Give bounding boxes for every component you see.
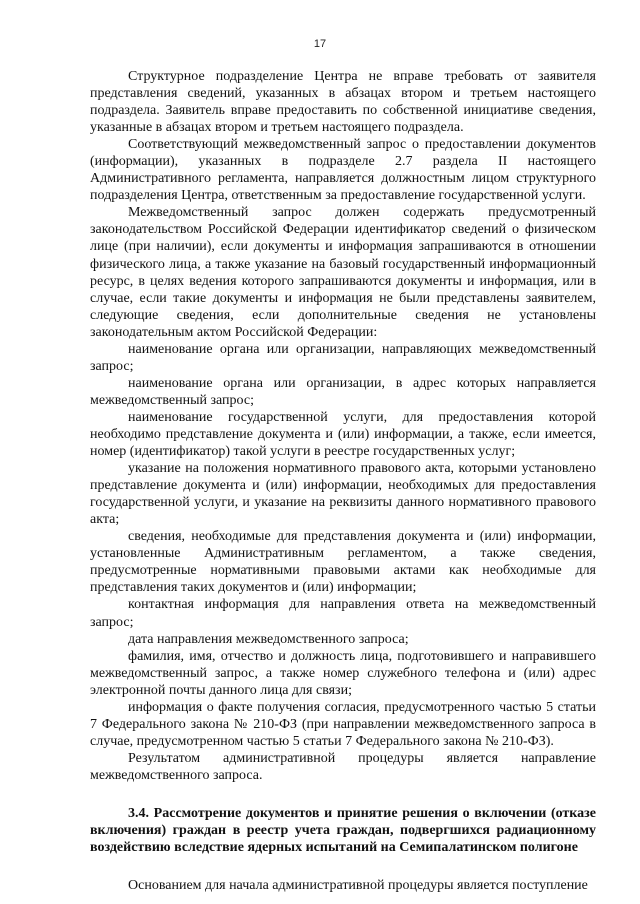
list-item: указание на положения нормативного правового акта, которыми установлено представление документа и (или) информации, необходимых для предоставления государственной услуги, и указание на реквизиты данного нормативного правового акта; xyxy=(90,461,596,528)
list-item: информация о факте получения согласия, предусмотренного частью 5 статьи 7 Федерального закона № 210-ФЗ (при направлении межведомственного запроса в случае, предусмотренном частью 5 статьи 7 Федерального закона № 210-ФЗ). xyxy=(90,699,596,749)
paragraph: Соответствующий межведомственный запрос о предоставлении документов (информации), указанных в подразделе 2.7 раздела II настоящего Административного регламента, направляется должностным лицом структурного подразделения Центра, ответственным за предоставление государственной услуги. xyxy=(90,137,596,204)
paragraph: Основанием для начала административной процедуры является поступление xyxy=(128,878,588,894)
list-item: наименование органа или организации, в адрес которых направляется межведомственный запрос; xyxy=(90,375,596,408)
list-item: наименование государственной услуги, для предоставления которой необходимо представление документа и (или) информации, а также, если имеется, номер (идентификатор) такой услуги в реестре государственных услуг; xyxy=(90,409,596,460)
list-item: сведения, необходимые для представления документа и (или) информации, установленные Административным регламентом, а также сведения, предусмотренные нормативными правовыми актами как необходимые для представления таких документов и (или) информации; xyxy=(90,529,596,596)
section-heading: 3.4. Рассмотрение документов и принятие решения о включении (отказе включения) граждан в реестр учета граждан, подвергшихся радиационному воздействию вследствие ядерных испытаний на Семипалатинском полигоне xyxy=(90,805,596,856)
list-item: фамилия, имя, отчество и должность лица, подготовившего и направившего межведомственный запрос, а также номер служебного телефона и (или) адрес электронной почты данного лица для связи; xyxy=(90,648,596,698)
list-item: наименование органа или организации, направляющих межведомственный запрос; xyxy=(90,341,596,374)
paragraph: Межведомственный запрос должен содержать предусмотренный законодательством Российской Федерации идентификатор сведений о физическом лице (при наличии), если документы и информация запрашиваются в отношении физического лица, а также указание на базовый государственный информационный ресурс, в целях ведения которого запрашиваются документы и информация, или в случае, если такие документы и информация не были представлены заявителем, следующие сведения, если дополнительные сведения не установлены законодательным актом Российской Федерации: xyxy=(90,205,596,340)
paragraph: Структурное подразделение Центра не вправе требовать от заявителя представления сведений, указанных в абзацах втором и третьем настоящего подраздела. Заявитель вправе предоставить по собственной инициативе сведения, указанные в абзацах втором и третьем настоящего подраздела. xyxy=(90,69,596,136)
list-item: контактная информация для направления ответа на межведомственный запрос; xyxy=(90,597,596,630)
paragraph: Результатом административной процедуры является направление межведомственного запроса. xyxy=(90,750,596,783)
page-number: 17 xyxy=(313,38,327,50)
list-item: дата направления межведомственного запроса; xyxy=(128,631,409,647)
document-body xyxy=(90,68,596,894)
